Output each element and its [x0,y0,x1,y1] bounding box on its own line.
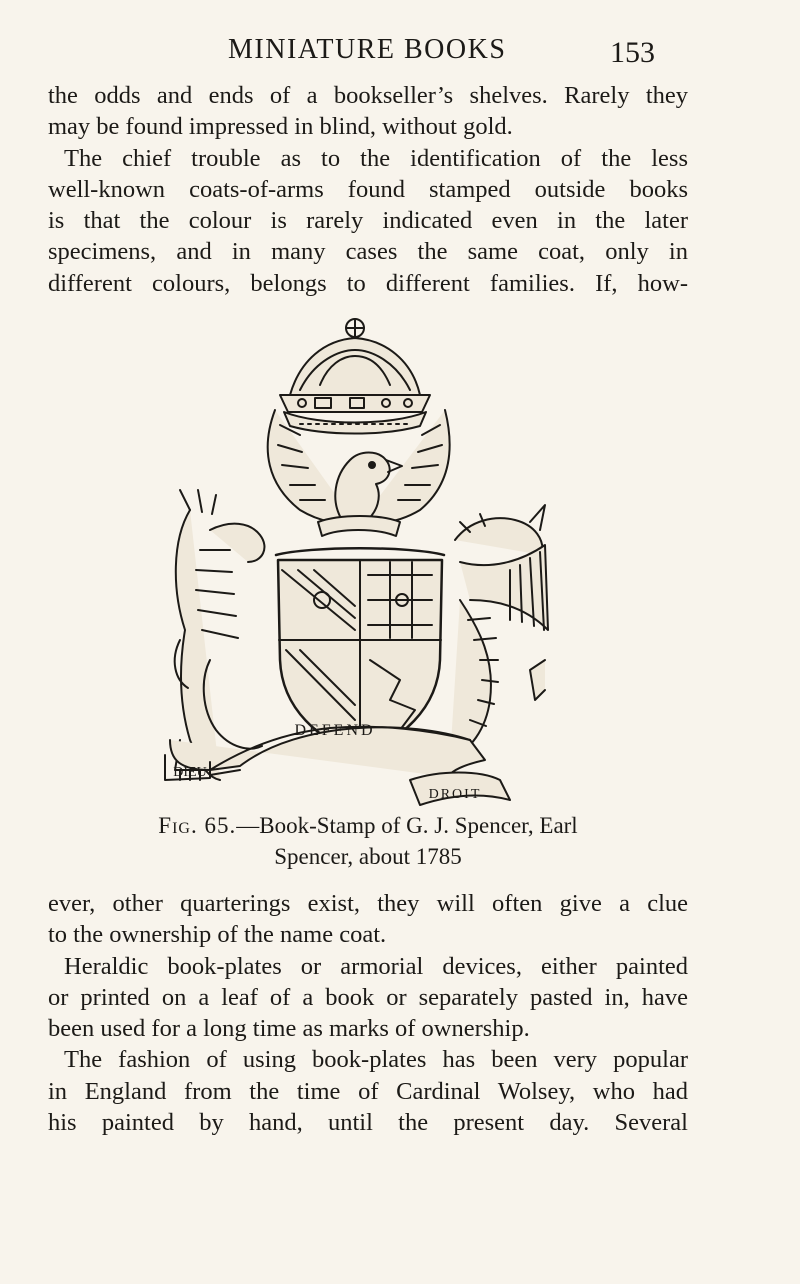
coat-of-arms-engraving [150,300,570,810]
text-line: specimens, and in many cases the same coat, only in [48,238,688,266]
caption-line-2: Spencer, about 1785 [274,844,462,869]
text-line: to the ownership of the name coat. [48,921,387,949]
motto-text: DEFEND [294,722,376,739]
text-line: or printed on a leaf of a book or separately pasted in, have [48,983,688,1011]
text-line: well-known coats-of-arms found stamped outside books [48,175,688,203]
motto-text: DIEU [173,765,207,780]
motto-text: DROIT [428,787,482,802]
figure-label: Fig. 65. [158,813,237,838]
text-line: in England from the time of Cardinal Wolsey, who had [48,1077,688,1105]
text-line: ever, other quarterings exist, they will often give a clue [48,890,688,917]
coronet-icon [280,319,430,434]
griffin-supporter-icon [175,490,265,780]
armorial-book-stamp-figure [150,300,570,810]
text-line: the odds and ends of a bookseller’s shelves. Rarely they [48,82,688,109]
text-line: his painted by hand, until the present day. Several [48,1109,688,1137]
text-line: The chief trouble as to the identification of the less [64,144,688,172]
text-line: Heraldic book-plates or armorial devices, either painted [64,952,688,980]
text-line: different colours, belongs to different families. If, how- [48,269,688,297]
text-line: been used for a long time as marks of ownership. [48,1015,530,1043]
paragraph-bottom [48,888,688,1138]
caption-text: —Book-Stamp of G. J. Spencer, Earl [236,813,578,838]
text-line: The fashion of using book-plates has been very popular [64,1046,688,1074]
page-number: 153 [610,36,655,69]
text-line: is that the colour is rarely indicated even in the later [48,207,688,235]
running-head [0,30,800,70]
text-line: may be found impressed in blind, without gold. [48,113,513,141]
figure-caption [48,810,688,872]
running-title: MINIATURE BOOKS [228,34,507,65]
paragraph-top [48,80,688,299]
caption-line-1 [48,810,688,841]
